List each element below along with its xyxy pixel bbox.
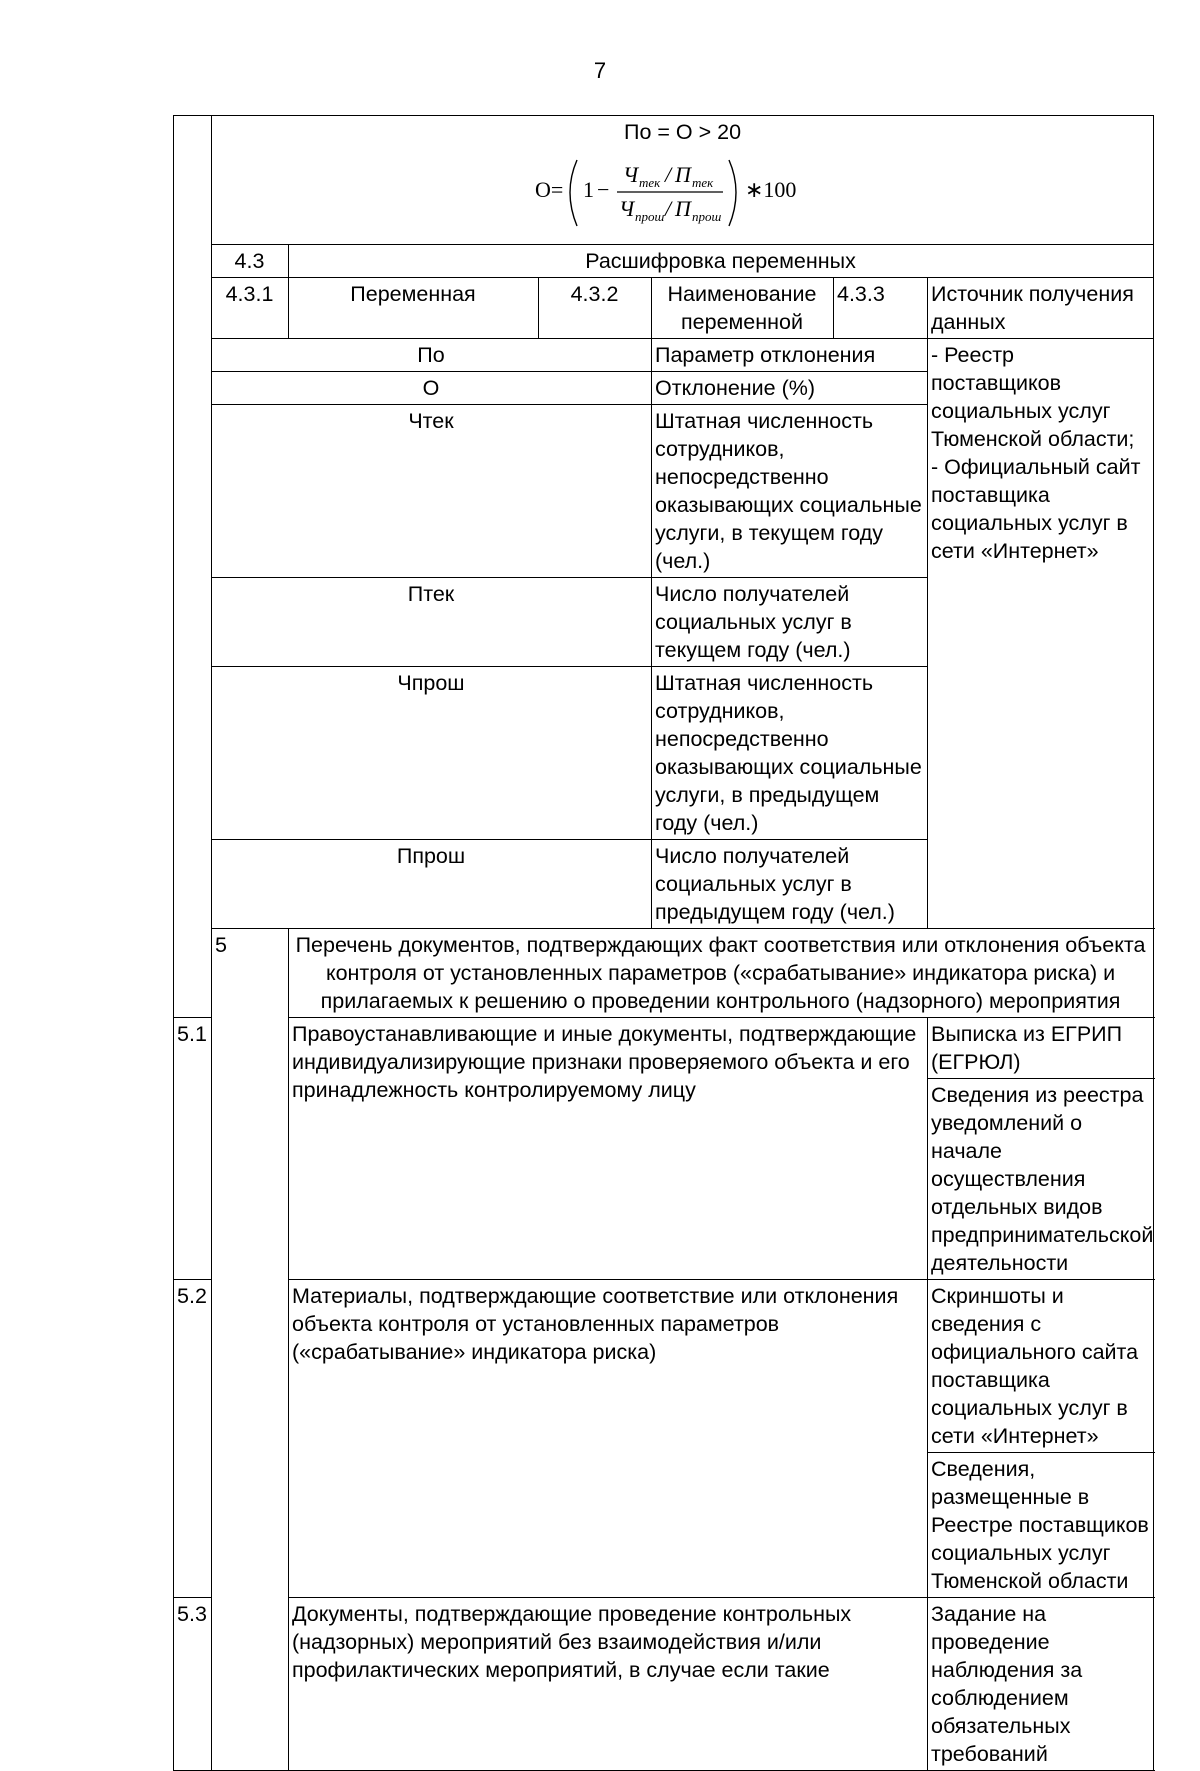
item-number: 5.1 — [174, 1018, 212, 1280]
formula-num-b-sub: тек — [691, 175, 713, 190]
section-4-3-number: 4.3 — [212, 245, 289, 278]
item-text: Правоустанавливающие и иные документы, подтверждающие индивидуализирующие признаки проверяемого объекта и его принадлежность контролируемому лицу — [289, 1018, 928, 1280]
formula-minus: − — [596, 177, 609, 202]
header-4-3-3-number: 4.3.3 — [834, 278, 928, 339]
item-text: Документы, подтверждающие проведение контрольных (надзорных) мероприятий без взаимодействия и/или профилактических мероприятий, в случае если такие — [289, 1598, 928, 1771]
item-doc: Задание на проведение наблюдения за соблюдением обязательных требований — [928, 1598, 1154, 1771]
section-5-number: 5 — [212, 929, 289, 1771]
formula-den-slash: / — [664, 196, 671, 221]
formula-den-a-sub: прош — [634, 209, 664, 224]
variable-name-cell: Параметр отклонения — [652, 339, 928, 372]
item-doc: Сведения из реестра уведомлений о начале осуществления отдельных видов предпринимательской деятельности — [928, 1079, 1154, 1280]
variable-name-cell: Штатная численность сотрудников, непосредственно оказывающих социальные услуги, в предыдущем году (чел.) — [652, 667, 928, 840]
variable-cell: Чпрош — [212, 667, 652, 840]
item-doc: Скриншоты и сведения с официального сайта поставщика социальных услуг в сети «Интернет» — [928, 1280, 1154, 1453]
item-number: 5.3 — [174, 1598, 212, 1771]
item-number: 5.2 — [174, 1280, 212, 1598]
variable-name-cell: Число получателей социальных услуг в предыдущем году (чел.) — [652, 840, 928, 929]
formula-one: 1 — [582, 177, 594, 202]
variable-name-cell: Отклонение (%) — [652, 372, 928, 405]
variable-cell: Ппрош — [212, 840, 652, 929]
item-doc: Выписка из ЕГРИП (ЕГРЮЛ) — [928, 1018, 1154, 1079]
formula-graphic — [533, 146, 833, 238]
header-4-3-2-number: 4.3.2 — [539, 278, 652, 339]
formula-num-a: Ч — [622, 162, 638, 187]
formula-lhs: О= — [534, 177, 563, 202]
formula-num-slash: / — [664, 162, 671, 187]
formula-den-b: П — [674, 196, 691, 221]
page-number: 7 — [593, 58, 607, 83]
header-variable-name: Наименование переменной — [652, 278, 834, 339]
variable-name-cell: Штатная численность сотрудников, непосредственно оказывающих социальные услуги, в текущем году (чел.) — [652, 405, 928, 578]
formula-den-a: Ч — [618, 196, 634, 221]
item-doc: Сведения, размещенные в Реестре поставщиков социальных услуг Тюменской области — [928, 1453, 1154, 1598]
section-4-number-cell — [174, 116, 212, 1018]
formula-num-b: П — [674, 162, 691, 187]
data-source-cell: - Реестр поставщиков социальных услуг Тюменской области; - Официальный сайт поставщика социальных услуг в сети «Интернет» — [928, 339, 1154, 929]
section-4-3-title: Расшифровка переменных — [289, 245, 1154, 278]
section-5-title: Перечень документов, подтверждающих факт соответствия или отклонения объекта контроля от установленных параметров («срабатывание» индикатора риска) и прилагаемых к решению о проведении контрольного (надзорного) мероприятия — [289, 929, 1154, 1018]
header-4-3-1-number: 4.3.1 — [212, 278, 289, 339]
formula-condition: По = О > 20 — [624, 120, 742, 144]
formula-den-b-sub: прош — [691, 209, 721, 224]
formula-num-a-sub: тек — [638, 175, 660, 190]
document-table — [173, 115, 1154, 1771]
header-data-source: Источник получения данных — [928, 278, 1154, 339]
variable-cell: Чтек — [212, 405, 652, 578]
header-variable: Переменная — [289, 278, 539, 339]
variable-name-cell: Число получателей социальных услуг в текущем году (чел.) — [652, 578, 928, 667]
formula-multiplier: ∗100 — [744, 177, 796, 202]
formula-cell — [212, 116, 1154, 245]
variable-cell: Птек — [212, 578, 652, 667]
variable-cell: О — [212, 372, 652, 405]
variable-cell: По — [212, 339, 652, 372]
item-text: Материалы, подтверждающие соответствие или отклонения объекта контроля от установленных параметров («срабатывание» индикатора риска) — [289, 1280, 928, 1598]
